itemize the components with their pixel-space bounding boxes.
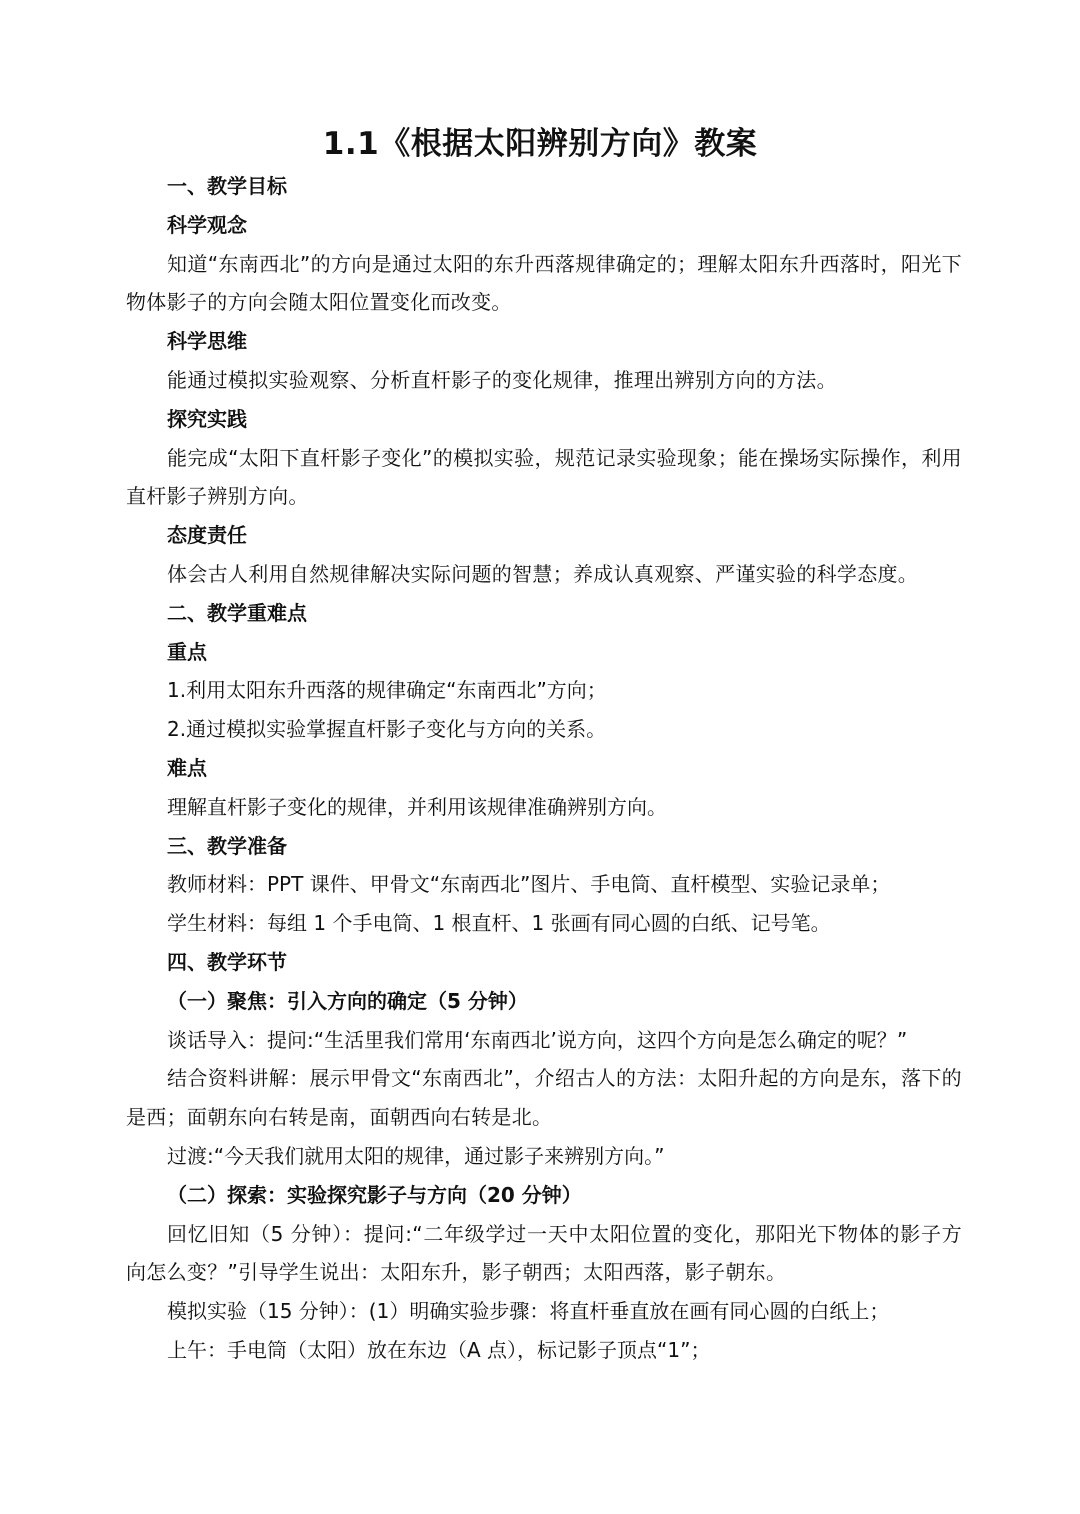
paragraph-transition: 过渡:“今天我们就用太阳的规律，通过影子来辨别方向。” (167, 1143, 665, 1168)
subheading-scientific-concept: 科学观念 (167, 212, 247, 237)
paragraph-intro: 谈话导入：提问:“生活里我们常用‘东南西北’说方向，这四个方向是怎么确定的呢？” (167, 1027, 908, 1052)
paragraph-explain: 结合资料讲解：展示甲骨文“东南西北”，介绍古人的方法：太阳升起的方向是东，落下的是西；面朝东向右转是南，面朝西向右转是北。 (126, 1066, 962, 1130)
section-heading-objectives: 一、教学目标 (167, 174, 287, 198)
subheading-inquiry-practice: 探究实践 (167, 406, 247, 431)
paragraph-experiment: 模拟实验（15 分钟）：(1）明确实验步骤：将直杆垂直放在画有同心圆的白纸上； (167, 1299, 890, 1324)
list-item-key-2: 2.通过模拟实验掌握直杆影子变化与方向的关系。 (167, 717, 607, 742)
subheading-scientific-thinking: 科学思维 (167, 329, 247, 354)
list-item-key-1: 1.利用太阳东升西落的规律确定“东南西北”方向； (167, 678, 607, 703)
paragraph-difficulty: 理解直杆影子变化的规律，并利用该规律准确辨别方向。 (167, 794, 667, 819)
subheading-attitude: 态度责任 (167, 523, 247, 548)
subheading-part2: （二）探索：实验探究影子与方向（20 分钟） (167, 1182, 582, 1207)
paragraph-student-materials: 学生材料：每组 1 个手电筒、1 根直杆、1 张画有同心圆的白纸、记号笔。 (167, 911, 831, 936)
paragraph-scientific-thinking: 能通过模拟实验观察、分析直杆影子的变化规律，推理出辨别方向的方法。 (167, 367, 837, 392)
subheading-difficulty: 难点 (167, 755, 207, 780)
paragraph-morning: 上午：手电筒（太阳）放在东边（A 点），标记影子顶点“1”； (167, 1337, 711, 1362)
subheading-key-points: 重点 (167, 639, 207, 664)
document-body (126, 167, 962, 1370)
section-heading-key-difficulties: 二、教学重难点 (167, 600, 307, 625)
paragraph-teacher-materials: 教师材料：PPT 课件、甲骨文“东南西北”图片、手电筒、直杆模型、实验记录单； (167, 872, 891, 897)
paragraph-recall: 回忆旧知（5 分钟）：提问:“二年级学过一天中太阳位置的变化，那阳光下物体的影子方向怎么变？”引导学生说出：太阳东升，影子朝西；太阳西落，影子朝东。 (126, 1221, 962, 1285)
section-heading-preparation: 三、教学准备 (167, 833, 287, 858)
paragraph-attitude: 体会古人利用自然规律解决实际问题的智慧；养成认真观察、严谨实验的科学态度。 (167, 561, 919, 586)
subheading-part1: （一）聚焦：引入方向的确定（5 分钟） (167, 988, 528, 1013)
paragraph-inquiry-practice: 能完成“太阳下直杆影子变化”的模拟实验，规范记录实验现象；能在操场实际操作，利用直杆影子辨别方向。 (126, 445, 962, 509)
page-title: 1.1《根据太阳辨别方向》教案 (322, 126, 758, 162)
paragraph-scientific-concept: 知道“东南西北”的方向是通过太阳的东升西落规律确定的；理解太阳东升西落时，阳光下物体影子的方向会随太阳位置变化而改变。 (126, 251, 962, 315)
section-heading-procedure: 四、教学环节 (167, 949, 287, 974)
